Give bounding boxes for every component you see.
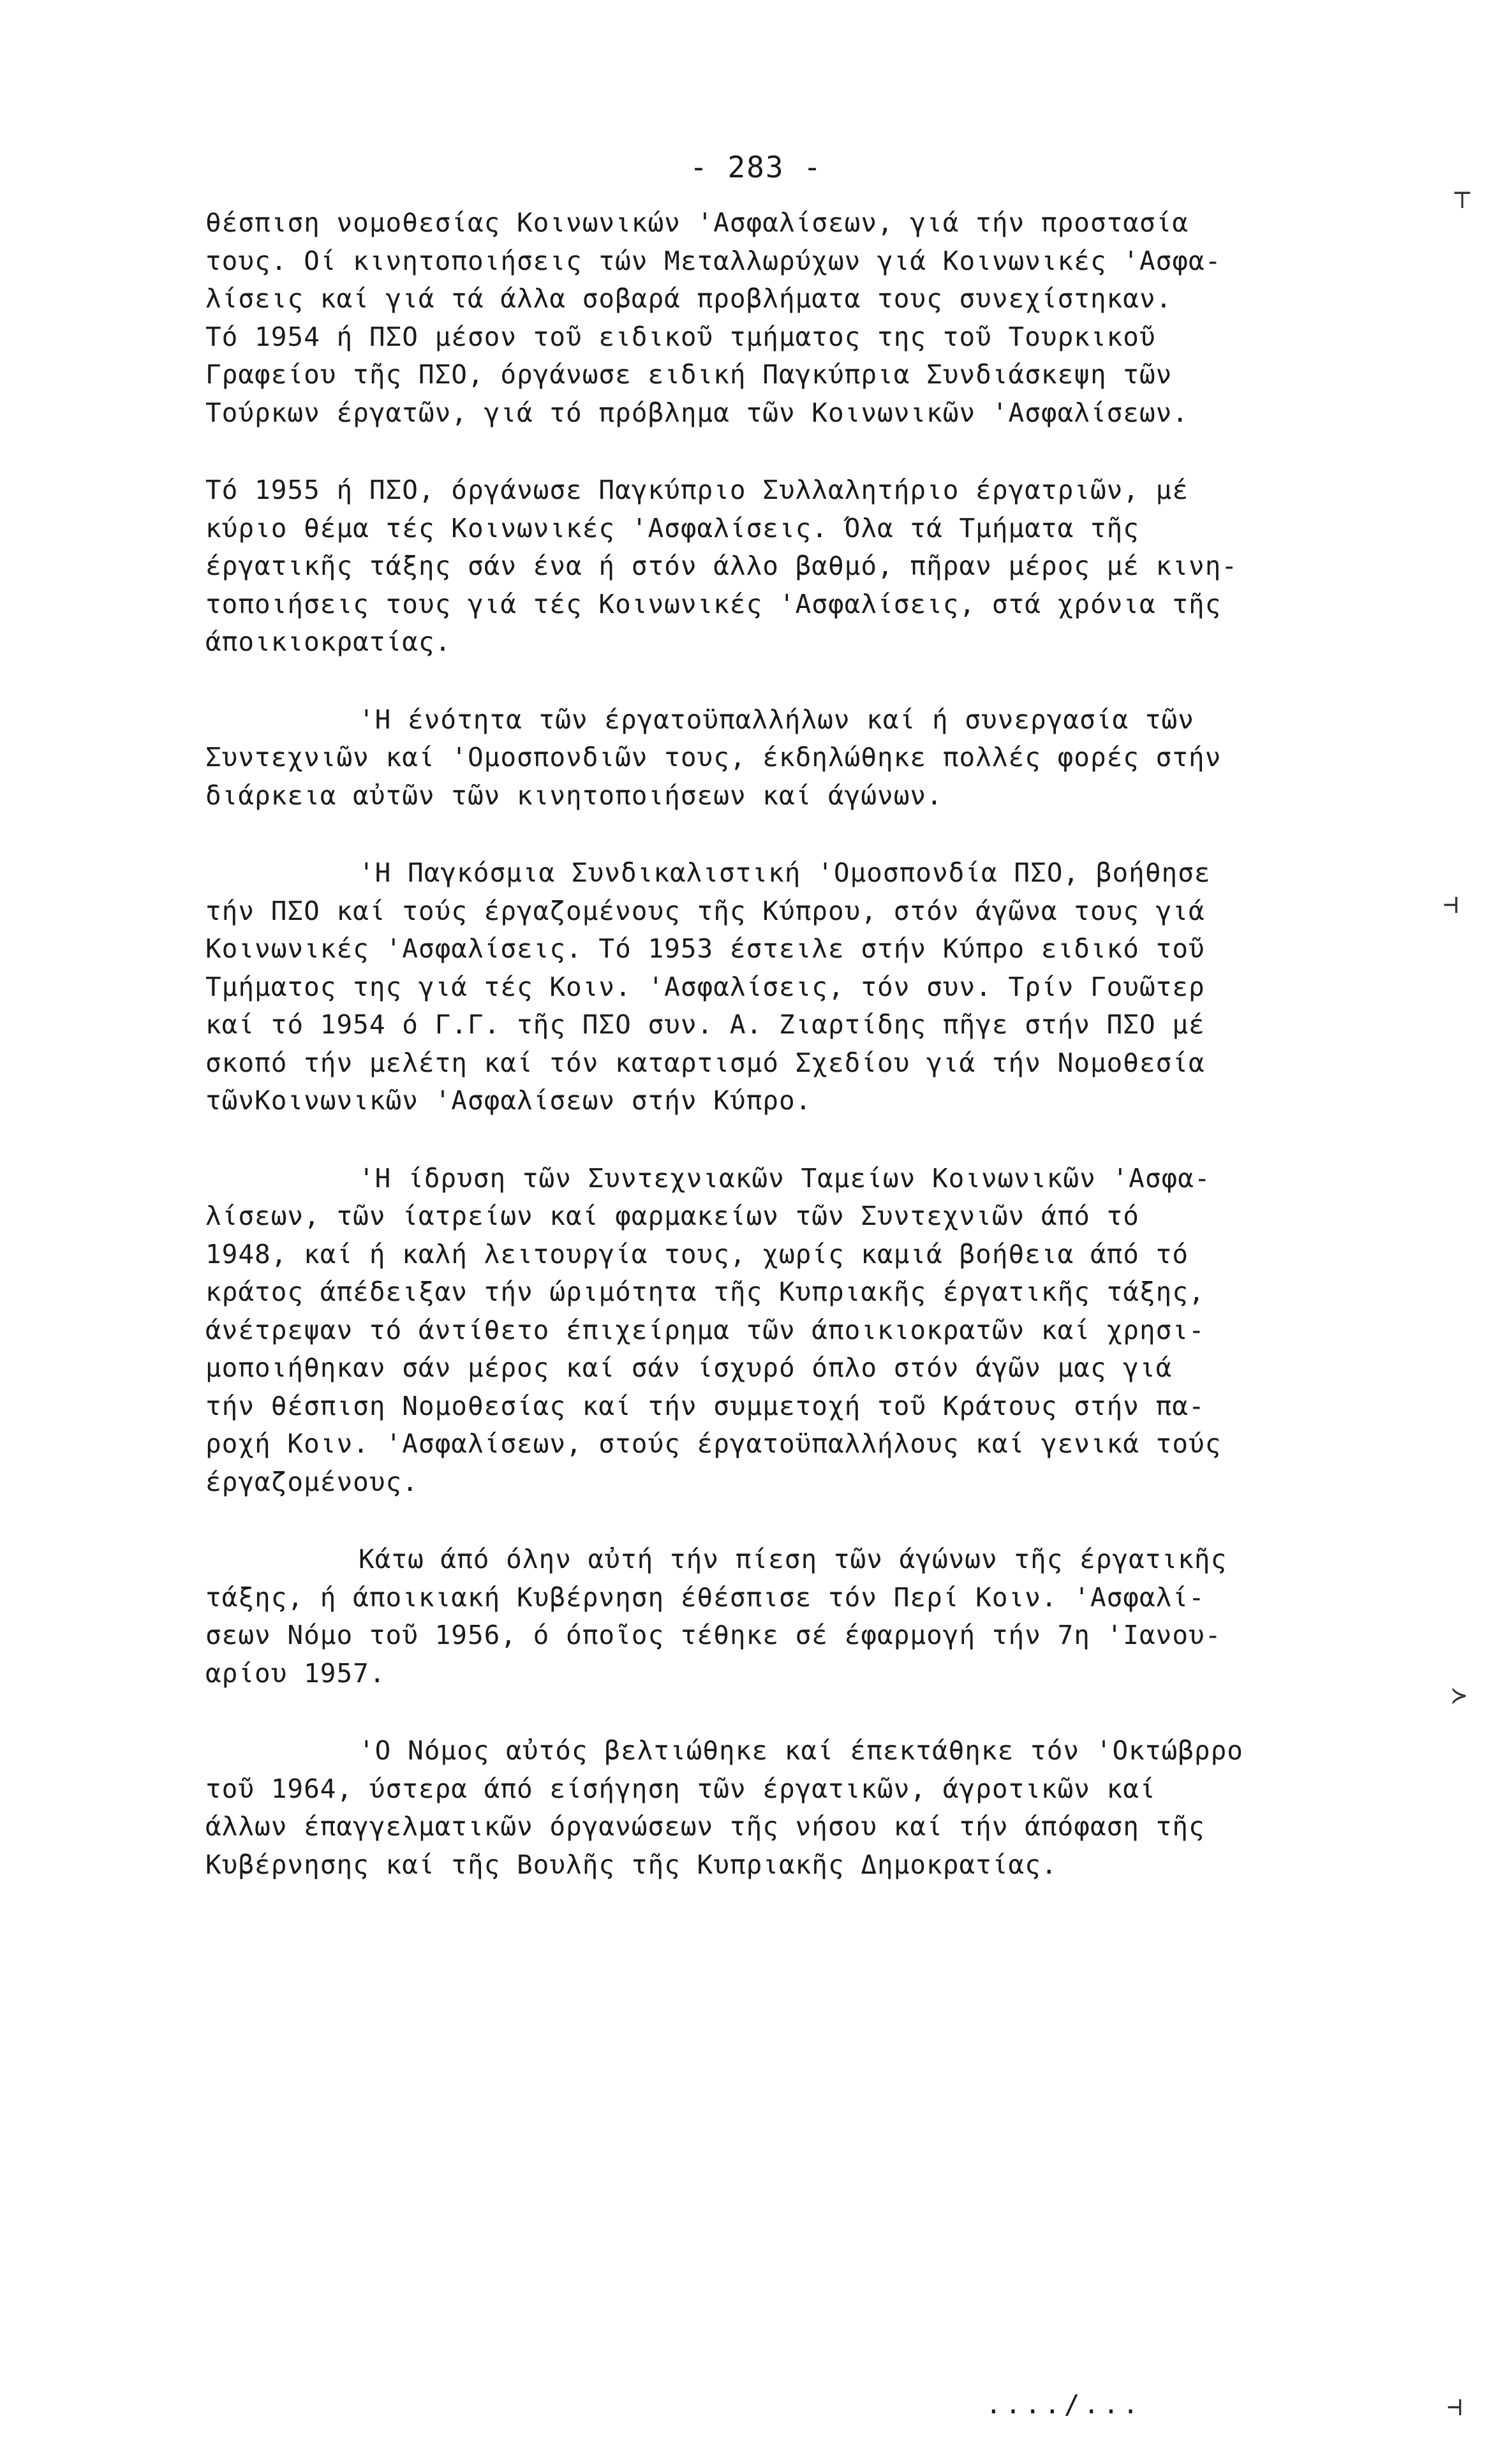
text-line: 'Η ίδρυση τῶν Συντεχνιακῶν Ταμείων Κοινωνικῶν 'Ασφα- xyxy=(359,1162,1211,1194)
text-line: κύριο θέμα τές Κοινωνικές 'Ασφαλίσεις. Όλα τά Τμήματα τῆς xyxy=(205,512,1139,544)
paragraph xyxy=(205,1732,1303,1884)
paragraph xyxy=(205,854,1303,1120)
text-line: τους. Οί κινητοποιήσεις τών Μεταλλωρύχων γιά Κοινωνικές 'Ασφα- xyxy=(205,245,1222,276)
text-line: κράτος άπέδειξαν τήν ώριμότητα τῆς Κυπριακῆς έργατικῆς τάξης, xyxy=(205,1277,1205,1307)
text-line: τοποιήσεις τους γιά τές Κοινωνικές 'Ασφαλίσεις, στά χρόνια τῆς xyxy=(205,588,1222,619)
text-line: μοποιήθηκαν σάν μέρος καί σάν ίσχυρό όπλο στόν άγῶν μας γιά xyxy=(205,1352,1173,1383)
text-line: λίσεις καί γιά τά άλλα σοβαρά προβλήματα τους συνεχίστηκαν. xyxy=(205,283,1173,314)
text-line: καί τό 1954 ό Γ.Γ. τῆς ΠΣΟ συν. Α. Ζιαρτίδης πῆγε στήν ΠΣΟ μέ xyxy=(205,1009,1205,1040)
text-line: 'Ο Νόμος αὐτός βελτιώθηκε καί έπεκτάθηκε τόν 'Οκτώβρρο xyxy=(359,1735,1243,1766)
text-line: Τούρκων έργατῶν, γιά τό πρόβλημα τῶν Κοινωνικῶν 'Ασφαλίσεων. xyxy=(205,397,1189,428)
text-line: σεων Νόμο τοῦ 1956, ό όποῖος τέθηκε σέ έφαρμογή τήν 7η 'Ιανου- xyxy=(205,1620,1222,1650)
text-line: λίσεων, τῶν ίατρείων καί φαρμακείων τῶν Συντεχνιῶν άπό τό xyxy=(205,1201,1139,1231)
text-line: 1948, καί ή καλή λειτουργία τους, χωρίς καμιά βοήθεια άπό τό xyxy=(205,1238,1189,1270)
text-line: άλλων έπαγγελματικῶν όργανώσεων τῆς νήσου καί τήν άπόφαση τῆς xyxy=(205,1811,1205,1842)
page-number: - 283 - xyxy=(690,150,822,184)
text-line: Κοινωνικές 'Ασφαλίσεις. Τό 1953 έστειλε στήν Κύπρο ειδικό τοῦ xyxy=(205,933,1205,964)
paragraph xyxy=(205,1160,1303,1502)
margin-tick-mark: ⊣ xyxy=(1447,2392,1463,2422)
text-line: τῶνΚοινωνικῶν 'Ασφαλίσεων στήν Κύπρο. xyxy=(205,1085,812,1116)
paragraph xyxy=(205,471,1303,662)
continuation-marker: ..../... xyxy=(986,2389,1143,2420)
text-line: σκοπό τήν μελέτη καί τόν καταρτισμό Σχεδίου γιά τήν Νομοθεσία xyxy=(205,1047,1205,1078)
body-text xyxy=(205,204,1303,1923)
paragraph xyxy=(205,1541,1303,1692)
text-line: 'Η ένότητα τῶν έργατοϋπαλλήλων καί ή συνεργασία τῶν xyxy=(359,704,1194,735)
text-line: τοῦ 1964, ύστερα άπό είσήγηση τῶν έργατικῶν, άγροτικῶν καί xyxy=(205,1773,1156,1804)
text-line: Κυβέρνησης καί τῆς Βουλῆς τῆς Κυπριακῆς Δημοκρατίας. xyxy=(205,1849,1058,1880)
text-line: τάξης, ή άποικιακή Κυβέρνηση έθέσπισε τόν Περί Κοιν. 'Ασφαλί- xyxy=(205,1581,1205,1613)
text-line: έργατικῆς τάξης σάν ένα ή στόν άλλο βαθμό, πῆραν μέρος μέ κινη- xyxy=(205,551,1238,581)
text-line: άποικιοκρατίας. xyxy=(205,626,452,657)
text-line: τήν θέσπιση Νομοθεσίας καί τήν συμμετοχή τοῦ Κράτους στήν πα- xyxy=(205,1390,1205,1421)
text-line: τήν ΠΣΟ καί τούς έργαζομένους τῆς Κύπρου, στόν άγῶνα τους γιά xyxy=(205,895,1205,926)
text-line: ροχή Κοιν. 'Ασφαλίσεων, στούς έργατοϋπαλλήλους καί γενικά τούς xyxy=(205,1428,1222,1459)
paragraph xyxy=(205,204,1303,432)
text-line: Συντεχνιῶν καί 'Ομοσπονδιῶν τους, έκδηλώθηκε πολλές φορές στήν xyxy=(205,742,1222,773)
text-line: 'Η Παγκόσμια Συνδικαλιστική 'Ομοσπονδία ΠΣΟ, βοήθησε xyxy=(359,857,1211,888)
text-line: Γραφείου τῆς ΠΣΟ, όργάνωσε ειδική Παγκύπρια Συνδιάσκεψη τῶν xyxy=(205,359,1173,390)
text-line: διάρκεια αὐτῶν τῶν κινητοποιήσεων καί άγώνων. xyxy=(205,780,943,811)
text-line: Τό 1955 ή ΠΣΟ, όργάνωσε Παγκύπριο Συλλαλητήριο έργατριῶν, μέ xyxy=(205,475,1189,505)
text-line: θέσπιση νομοθεσίας Κοινωνικών 'Ασφαλίσεων, γιά τήν προστασία xyxy=(205,207,1189,238)
paragraph xyxy=(205,701,1303,815)
text-line: Τμήματος της γιά τές Κοιν. 'Ασφαλίσεις, τόν συν. Τρίν Γουῶτερ xyxy=(205,971,1205,1002)
margin-tick-mark: ⊣ xyxy=(1443,890,1459,919)
text-line: Κάτω άπό όλην αὐτή τήν πίεση τῶν άγώνων τῆς έργατικῆς xyxy=(359,1544,1227,1574)
text-line: άνέτρεψαν τό άντίθετο έπιχείρημα τῶν άποικιοκρατῶν καί χρησι- xyxy=(205,1314,1205,1345)
text-line: αρίου 1957. xyxy=(205,1657,386,1689)
text-line: έργαζομένους. xyxy=(205,1466,419,1497)
margin-tick-mark: ≻ xyxy=(1451,1681,1467,1710)
margin-tick-mark: ┬ xyxy=(1455,179,1471,208)
text-line: Τό 1954 ή ΠΣΟ μέσον τοῦ ειδικοῦ τμήματος της τοῦ Τουρκικοῦ xyxy=(205,321,1156,352)
